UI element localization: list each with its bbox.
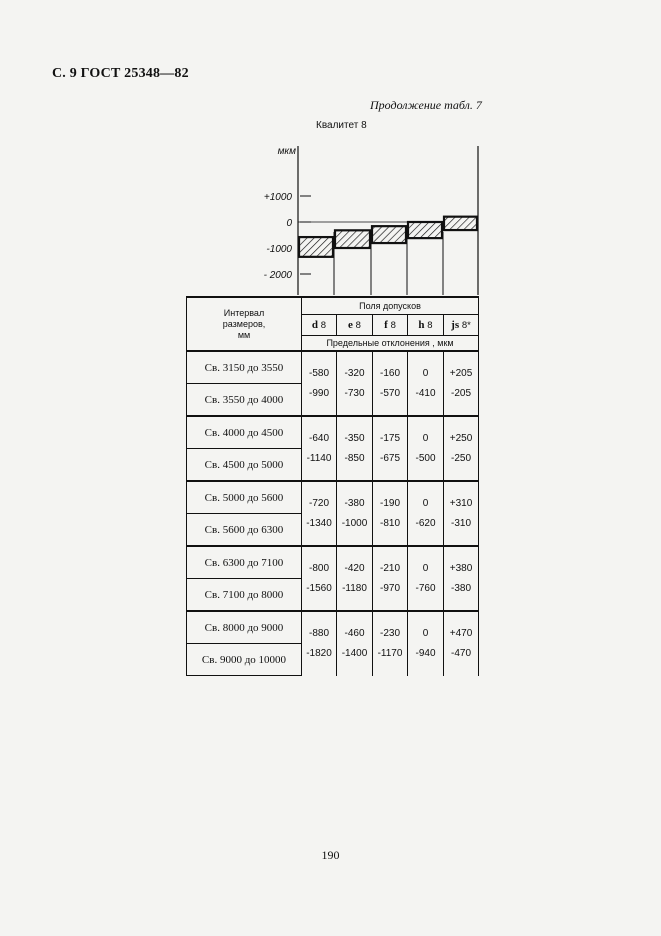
upper-deviation: -190 (379, 497, 400, 509)
lower-deviation: -1170 (377, 647, 403, 659)
deviation-cell (444, 481, 479, 546)
lower-deviation: -470 (451, 647, 472, 659)
y-tick-label: 0 (286, 218, 292, 229)
deviation-cell (373, 416, 408, 481)
upper-deviation: 0 (422, 562, 429, 574)
tolerance-zone-bar (408, 222, 442, 238)
deviation-cell (408, 546, 444, 611)
table-continuation-label: Продолжение табл. 7 (370, 98, 482, 112)
lower-deviation: -1560 (306, 582, 332, 594)
deviation-cell (408, 351, 444, 416)
upper-deviation: -160 (379, 367, 400, 379)
y-tick-label: +1000 (263, 192, 292, 203)
grade-label: Квалитет 8 (316, 120, 367, 131)
deviation-cell (408, 416, 444, 481)
tolerance-field-letter: h (418, 319, 425, 331)
lower-deviation: -1400 (341, 647, 368, 659)
interval-header (187, 297, 302, 351)
lower-deviation: -730 (344, 387, 365, 399)
upper-deviation: -350 (344, 432, 365, 444)
upper-deviation: -580 (308, 367, 329, 379)
upper-deviation: -175 (379, 432, 400, 444)
deviation-cell (444, 546, 479, 611)
deviation-cell (373, 481, 408, 546)
deviation-cell (302, 351, 337, 416)
tolerance-field-letter: js (451, 319, 460, 331)
lower-deviation: -1000 (341, 517, 368, 529)
tolerance-zone-bar (372, 226, 406, 243)
interval-cell: Св. 4500 до 5000 (187, 449, 302, 482)
interval-cell: Св. 7100 до 8000 (187, 579, 302, 612)
tolerance-field-letter: f (384, 319, 388, 331)
interval-cell: Св. 5000 до 5600 (187, 481, 302, 514)
tolerance-field-grade: 8* (461, 320, 471, 331)
tolerance-field-letter: e (348, 319, 353, 331)
deviation-cell (302, 546, 337, 611)
upper-deviation: +470 (449, 627, 473, 639)
lower-deviation: -1340 (306, 517, 332, 529)
tolerance-field-header (337, 315, 373, 336)
deviation-cell (373, 351, 408, 416)
deviation-cell (337, 481, 373, 546)
lower-deviation: -570 (379, 387, 400, 399)
interval-header-line: размеров, (222, 318, 266, 329)
upper-deviation: +380 (449, 562, 473, 574)
tolerance-field-header (444, 315, 479, 336)
upper-deviation: -210 (379, 562, 400, 574)
lower-deviation: -970 (379, 582, 400, 594)
deviation-cell (444, 611, 479, 676)
lower-deviation: -940 (415, 647, 436, 659)
upper-deviation: -230 (379, 627, 400, 639)
interval-cell: Св. 9000 до 10000 (187, 644, 302, 676)
tolerance-field-header (373, 315, 408, 336)
lower-deviation: -380 (451, 582, 472, 594)
tolerance-field-grade: 8 (427, 320, 433, 331)
tolerance-zone-bar (335, 230, 370, 248)
lower-deviation: -500 (415, 452, 436, 464)
interval-header-line: Интервал (223, 307, 265, 318)
upper-deviation: -800 (308, 562, 329, 574)
deviation-cell (408, 481, 444, 546)
deviation-cell (444, 351, 479, 416)
tolerance-field-grade: 8 (320, 320, 327, 331)
tolerance-field-header (302, 315, 337, 336)
upper-deviation: 0 (422, 432, 429, 444)
upper-deviation: -880 (308, 627, 329, 639)
upper-deviation: +205 (449, 367, 473, 379)
lower-deviation: -250 (451, 452, 472, 464)
deviation-cell (408, 611, 444, 676)
deviation-cell (444, 416, 479, 481)
deviation-cell (337, 546, 373, 611)
upper-deviation: 0 (422, 627, 429, 639)
tolerance-zone-bar (299, 237, 333, 257)
upper-deviation: -460 (344, 627, 365, 639)
y-axis-unit-label: мкм (277, 146, 296, 157)
tolerance-field-grade: 8 (390, 320, 396, 331)
upper-deviation: +250 (449, 432, 473, 444)
tolerance-field-grade: 8 (355, 320, 361, 331)
upper-deviation: -420 (344, 562, 365, 574)
lower-deviation: -1180 (342, 582, 367, 594)
lower-deviation: -675 (379, 452, 400, 464)
upper-deviation: -640 (308, 432, 329, 444)
tolerance-zone-bar (444, 217, 477, 230)
upper-deviation: -380 (344, 497, 365, 509)
lower-deviation: -1140 (306, 452, 332, 464)
tolerance-table (186, 296, 479, 676)
interval-header-line: мм (237, 329, 251, 340)
deviation-cell (337, 351, 373, 416)
lower-deviation: -410 (415, 387, 436, 399)
tolerance-diagram (0, 0, 661, 300)
deviation-cell (337, 416, 373, 481)
page-header-title: С. 9 ГОСТ 25348—82 (52, 66, 189, 81)
y-tick-label: -1000 (266, 244, 292, 255)
interval-cell: Св. 4000 до 4500 (187, 416, 302, 449)
tolerance-field-header (408, 315, 444, 336)
lower-deviation: -620 (415, 517, 436, 529)
lower-deviation: -810 (379, 517, 400, 529)
interval-cell: Св. 5600 до 6300 (187, 514, 302, 547)
lower-deviation: -1820 (306, 647, 332, 659)
interval-cell: Св. 3550 до 4000 (187, 384, 302, 417)
upper-deviation: -720 (308, 497, 329, 509)
interval-cell: Св. 3150 до 3550 (187, 351, 302, 384)
lower-deviation: -850 (344, 452, 365, 464)
interval-cell: Св. 6300 до 7100 (187, 546, 302, 579)
tolerance-field-letter: d (311, 319, 319, 331)
deviation-cell (337, 611, 373, 676)
deviation-cell (373, 611, 408, 676)
y-tick-label: - 2000 (263, 270, 292, 281)
lower-deviation: -310 (451, 517, 472, 529)
lower-deviation: -760 (415, 582, 436, 594)
tolerance-fields-header: Поля допусков (302, 297, 479, 315)
upper-deviation: 0 (422, 367, 429, 379)
deviation-cell (302, 611, 337, 676)
upper-deviation: +310 (449, 497, 473, 509)
upper-deviation: -320 (344, 367, 365, 379)
deviation-cell (302, 481, 337, 546)
lower-deviation: -205 (451, 387, 472, 399)
page-number: 190 (321, 848, 340, 862)
deviation-cell (302, 416, 337, 481)
deviation-cell (373, 546, 408, 611)
upper-deviation: 0 (422, 497, 429, 509)
lower-deviation: -990 (308, 387, 329, 399)
interval-cell: Св. 8000 до 9000 (187, 611, 302, 644)
deviations-header: Предельные отклонения , мкм (302, 336, 479, 352)
